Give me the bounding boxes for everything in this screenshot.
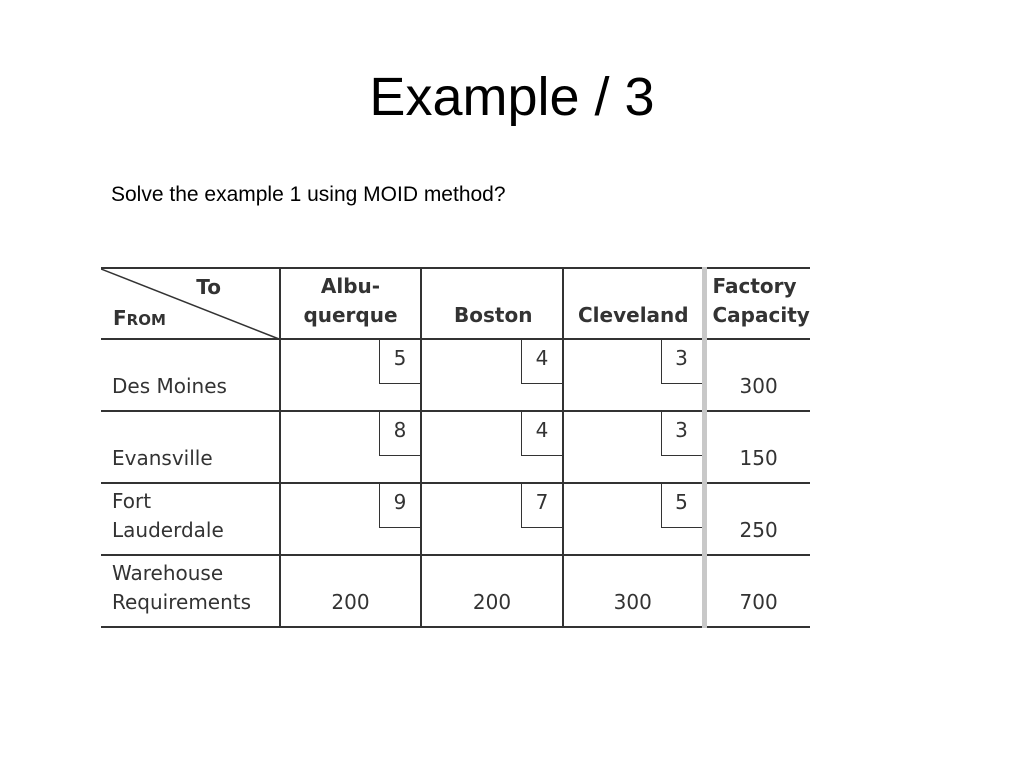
cost-value: 5 xyxy=(661,484,702,528)
column-header-boston: Boston xyxy=(421,268,563,339)
cost-cell xyxy=(280,483,421,555)
row-label-warehouse-requirements: Warehouse Requirements xyxy=(101,555,280,627)
cost-cell xyxy=(421,411,563,483)
capacity-value: 250 xyxy=(704,483,810,555)
cost-cell xyxy=(563,483,704,555)
capacity-value: 150 xyxy=(704,411,810,483)
cost-value: 7 xyxy=(521,484,562,528)
row-label-des-moines: Des Moines xyxy=(101,339,280,411)
cost-value: 4 xyxy=(521,412,562,456)
total-value: 700 xyxy=(704,555,810,627)
requirements-row xyxy=(101,555,810,627)
cost-value: 5 xyxy=(379,340,420,384)
cost-value: 3 xyxy=(661,412,702,456)
capacity-value: 300 xyxy=(704,339,810,411)
table-header-row xyxy=(101,268,810,339)
cost-value: 4 xyxy=(521,340,562,384)
corner-header-cell xyxy=(101,268,280,339)
column-header-factory-capacity: Factory Capacity xyxy=(704,268,810,339)
cost-value: 3 xyxy=(661,340,702,384)
row-label-evansville: Evansville xyxy=(101,411,280,483)
cost-value: 8 xyxy=(379,412,420,456)
slide-title: Example / 3 xyxy=(369,67,655,127)
cost-cell xyxy=(563,411,704,483)
cost-cell xyxy=(280,411,421,483)
cost-cell xyxy=(280,339,421,411)
cost-cell xyxy=(421,339,563,411)
column-header-albuquerque: Albu- querque xyxy=(280,268,421,339)
cost-cell xyxy=(421,483,563,555)
table-row xyxy=(101,411,810,483)
transportation-table-container xyxy=(101,267,810,628)
corner-from-label: FROM xyxy=(113,306,166,330)
requirement-value: 300 xyxy=(563,555,704,627)
transportation-table xyxy=(101,267,810,628)
slide-subtitle: Solve the example 1 using MOID method? xyxy=(111,183,506,206)
requirement-value: 200 xyxy=(421,555,563,627)
corner-to-label: To xyxy=(196,275,221,299)
table-row xyxy=(101,483,810,555)
cost-value: 9 xyxy=(379,484,420,528)
requirement-value: 200 xyxy=(280,555,421,627)
row-label-fort-lauderdale: Fort Lauderdale xyxy=(101,483,280,555)
cost-cell xyxy=(563,339,704,411)
column-header-cleveland: Cleveland xyxy=(563,268,704,339)
table-row xyxy=(101,339,810,411)
